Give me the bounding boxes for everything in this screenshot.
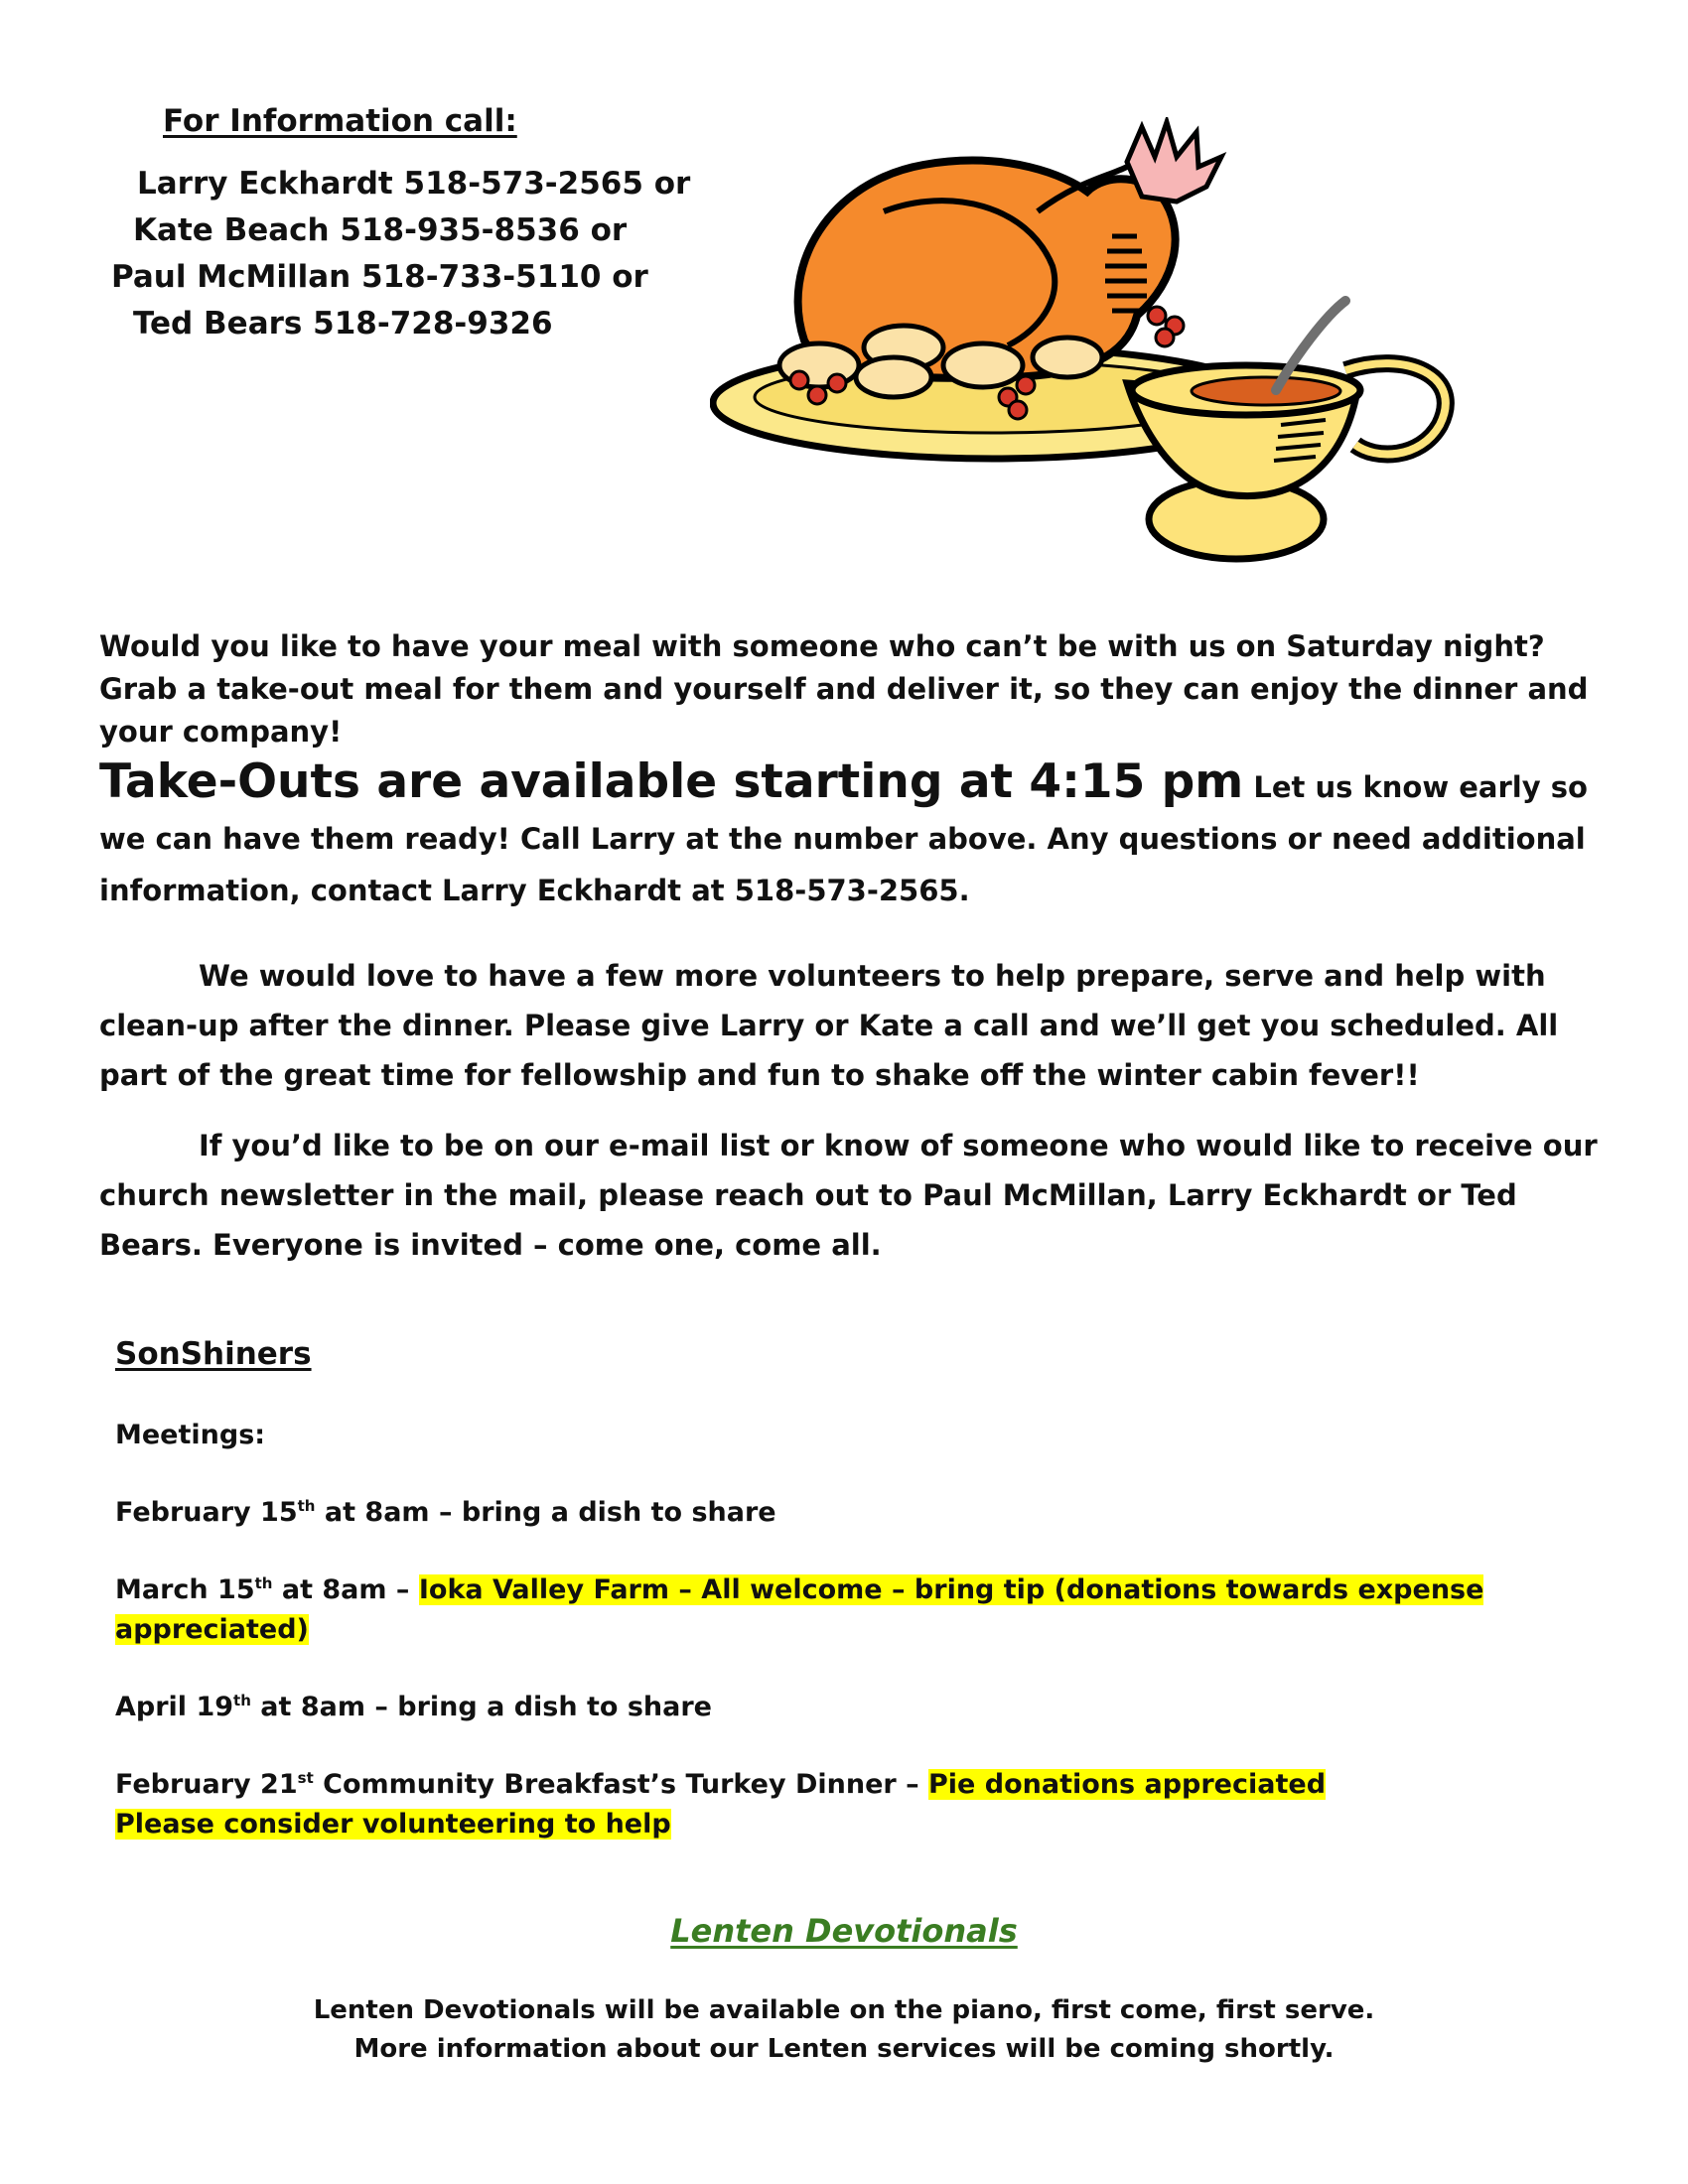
contact-line-ted: Ted Bears 518-728-9326: [133, 306, 553, 341]
sonshiners-heading: SonShiners: [115, 1336, 312, 1372]
meetings-label: Meetings:: [115, 1420, 266, 1450]
takeout-paragraph: [99, 756, 1599, 916]
lenten-line-2: More information about our Lenten services will be coming shortly.: [353, 2034, 1335, 2064]
volunteers-paragraph: We would love to have a few more volunteers to help prepare, serve and help with clean-up after the dinner. Please give Larry or Kate a call and we’ll get you scheduled. All part of the great time for fellowship and fun to shake off the winter cabin fever!!: [99, 959, 1559, 1092]
date-suffix: th: [297, 1497, 316, 1515]
turkey-dinner-with-gravy-boat-icon: [710, 117, 1489, 584]
highlighted-note: Please consider volunteering to help: [115, 1809, 671, 1840]
date-suffix: th: [254, 1574, 273, 1592]
lenten-line-1: Lenten Devotionals will be available on the piano, first come, first serve.: [313, 1995, 1375, 2025]
contact-line-paul: Paul McMillan 518-733-5110 or: [111, 259, 648, 295]
schedule-text: at 8am – bring a dish to share: [250, 1692, 712, 1722]
highlighted-note: Ioka Valley Farm – All welcome – bring tip (donations towards expense appreciated): [115, 1574, 1484, 1645]
schedule-item: [115, 1765, 1535, 1844]
schedule-date: February 15: [115, 1497, 298, 1528]
contact-heading: For Information call:: [163, 103, 517, 139]
schedule-date: March 15: [115, 1574, 255, 1605]
takeout-headline: Take-Outs are available starting at 4:15 pm: [99, 754, 1244, 809]
schedule-item: [115, 1688, 1535, 1727]
schedule-text: Community Breakfast’s Turkey Dinner –: [313, 1769, 929, 1800]
schedule-date: April 19: [115, 1692, 234, 1722]
contact-line-kate: Kate Beach 518-935-8536 or: [133, 212, 628, 248]
schedule-date: February 21: [115, 1769, 298, 1800]
schedule-item: [115, 1570, 1535, 1650]
contact-line-larry: Larry Eckhardt 518-573-2565 or: [137, 166, 691, 202]
date-suffix: st: [297, 1769, 314, 1787]
takeout-details: Let us know early so we can have them ready! Call Larry at the number above. Any questions or need additional information, contact Larry Eckhardt at 518-573-2565.: [99, 770, 1588, 907]
highlighted-note: Pie donations appreciated: [928, 1769, 1327, 1800]
date-suffix: th: [233, 1692, 251, 1709]
schedule-text: at 8am –: [272, 1574, 419, 1605]
schedule-item: [115, 1493, 1535, 1533]
intro-paragraph: Would you like to have your meal with someone who can’t be with us on Saturday night? Grab a take-out meal for them and yourself and deliver it, so they can enjoy the dinner and your company!: [99, 629, 1589, 749]
schedule-text: at 8am – bring a dish to share: [315, 1497, 776, 1528]
email-list-paragraph: If you’d like to be on our e-mail list or know of someone who would like to receive our church newsletter in the mail, please reach out to Paul McMillan, Larry Eckhardt or Ted Bears. Everyone is invited – come one, come all.: [99, 1129, 1598, 1262]
lenten-devotionals-title: Lenten Devotionals: [670, 1912, 1018, 1950]
